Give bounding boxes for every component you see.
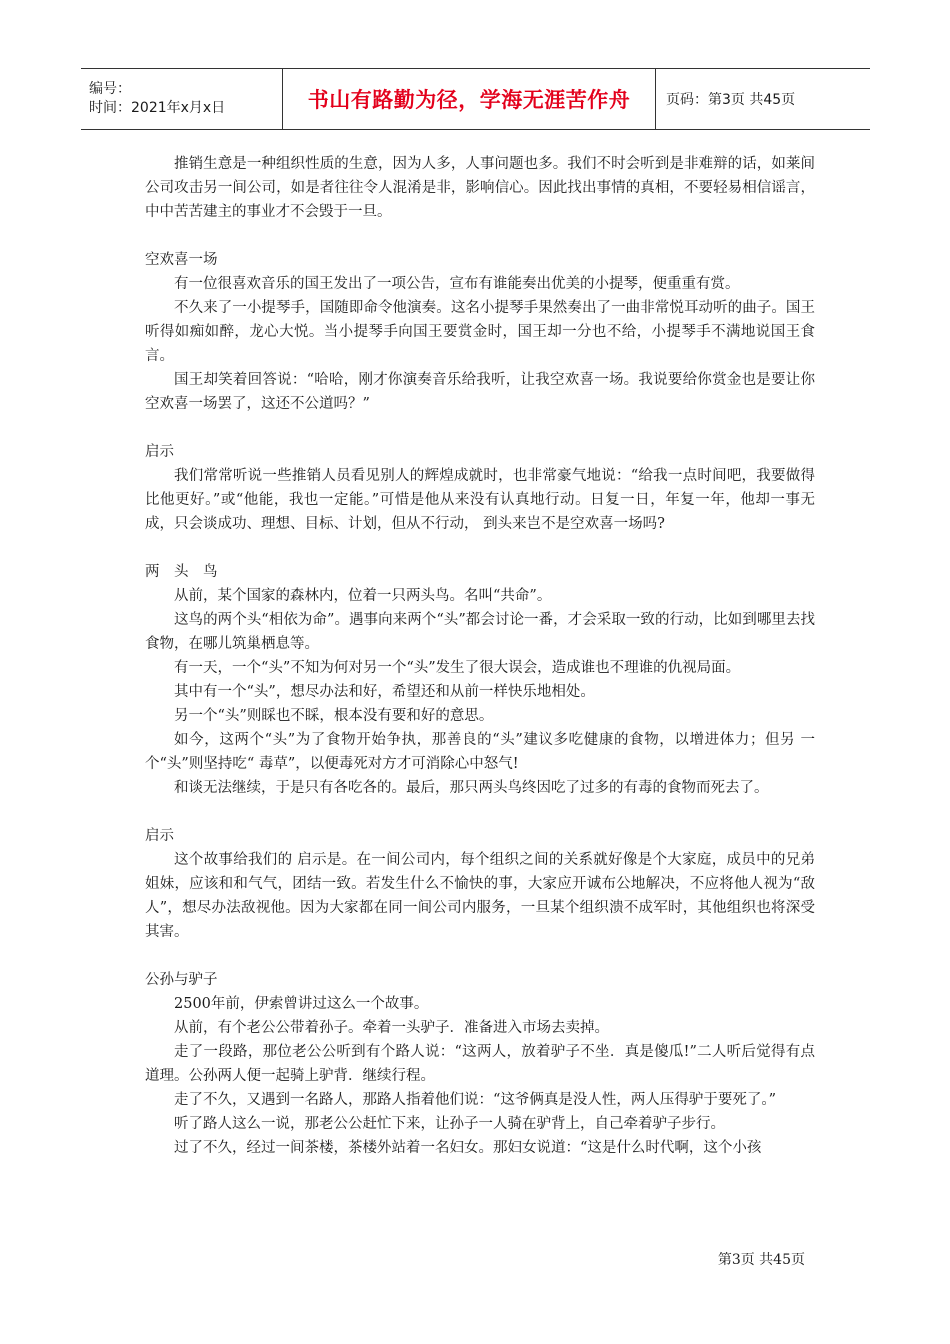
paragraph: 走了不久，又遇到一名路人，那路人指着他们说：“这爷俩真是没人性，两人压得驴于要死了。” [174, 1092, 777, 1108]
paragraph: 我们常常听说一些推销人员看见别人的辉煌成就时，也非常豪气地说：“给我一点时间吧，我要做得 比他更好。”或“他能，我也一定能。”可惜是他从来没有认真地行动。日复一日，年复一年，他却一事无成，只会谈成功、理想、目标、计划，但从不行动， 到头来岂不是空欢喜一场吗? [145, 468, 815, 532]
paragraph: 国王却笑着回答说：“哈哈，刚才你演奏音乐给我听，让我空欢喜一场。我说要给你赏金也是要让你空欢喜一场罢了，这还不公道吗？” [145, 372, 815, 412]
paragraph: 和谈无法继续，于是只有各吃各的。最后，那只两头鸟终因吃了过多的有毒的食物而死去了。 [174, 780, 769, 796]
section-heading: 空欢喜一场 [145, 252, 218, 268]
section-heading: 两 头 鸟 [145, 564, 218, 580]
paragraph: 有一天，一个“头”不知为何对另一个“头”发生了很大误会，造成谁也不理谁的仇视局面。 [174, 660, 741, 676]
section-heading: 启示 [145, 828, 174, 844]
header-page-label: 页码：第3页 共45页 [666, 92, 796, 108]
paragraph: 从前，有个老公公带着孙子。牵着一头驴子．准备进入市场去卖掉。 [174, 1020, 609, 1036]
paragraph: 推销生意是一种组织性质的生意，因为人多，人事问题也多。我们不时会听到是非难辩的话，如莱间公司攻击另一间公司，如是者往往令人混淆是非，影响信心。因此找出事情的真相，不要轻易相信谣言，中中苦苦建主的事业才不会毁于一旦。 [145, 156, 815, 220]
paragraph: 其中有一个“头”，想尽办法和好，希望还和从前一样快乐地相处。 [174, 684, 595, 700]
page-footer: 第3页 共45页 [717, 1252, 805, 1268]
paragraph: 这鸟的两个头“相依为命”。遇事向来两个“头”都会讨论一番，才会采取一致的行动，比如到哪里去找食物，在哪儿筑巢栖息等。 [145, 612, 815, 652]
paragraph: 2500年前，伊索曾讲过这么一个故事。 [174, 996, 429, 1012]
paragraph: 另一个“头”则睬也不睬，根本没有要和好的意思。 [174, 708, 494, 724]
paragraph: 不久来了一小提琴手，国随即命令他演奏。这名小提琴手果然奏出了一曲非常悦耳动听的曲子。国王听得如痴如醉，龙心大悦。当小提琴手向国王要赏金时，国王却一分也不给，小提琴手不满地说国王食言。 [145, 300, 815, 364]
paragraph: 从前，某个国家的森林内，位着一只两头鸟。名叫“共命”。 [174, 588, 552, 604]
page-header [81, 68, 870, 130]
section-heading: 启示 [145, 444, 174, 460]
header-motto: 书山有路勤为径，学海无涯苦作舟 [282, 69, 656, 129]
paragraph: 走了一段路，那位老公公听到有个路人说：“这两人，放着驴子不坐．真是傻瓜!”二人听后觉得有点道理。公孙两人便一起骑上驴背．继续行程。 [145, 1044, 815, 1084]
paragraph: 过了不久，经过一间茶楼，茶楼外站着一名妇女。那妇女说道：“这是什么时代啊，这个小孩 [174, 1140, 762, 1156]
paragraph: 听了路人这么一说，那老公公赶忙下来，让孙子一人骑在驴背上，自己牵着驴子步行。 [174, 1116, 725, 1132]
paragraph: 这个故事给我们的 启示是。在一间公司内，每个组织之间的关系就好像是个大家庭，成员中的兄弟姐妹，应该和和气气，团结一致。若发生什么不愉快的事，大家应开诚布公地解决，不应将他人视为“敌人”，想尽办法敌视他。因为大家都在同一间公司内服务，一旦某个组织溃不成军时，其他组织也将深受其害。 [145, 852, 815, 940]
header-meta [81, 69, 282, 129]
paragraph: 如今，这两个“头”为了食物开始争执，那善良的“头”建议多吃健康的食物，以增进体力；但另 一个“头”则坚持吃“ 毒草”，以便毒死对方才可消除心中怒气! [145, 732, 815, 772]
time-label: 时间：2021年x月x日 [89, 100, 226, 116]
serial-label: 编号： [89, 81, 131, 97]
document-body [145, 152, 815, 1160]
paragraph: 有一位很喜欢音乐的国王发出了一项公告，宣布有谁能奏出优美的小提琴，便重重有赏。 [174, 276, 740, 292]
section-heading: 公孙与驴子 [145, 972, 218, 988]
